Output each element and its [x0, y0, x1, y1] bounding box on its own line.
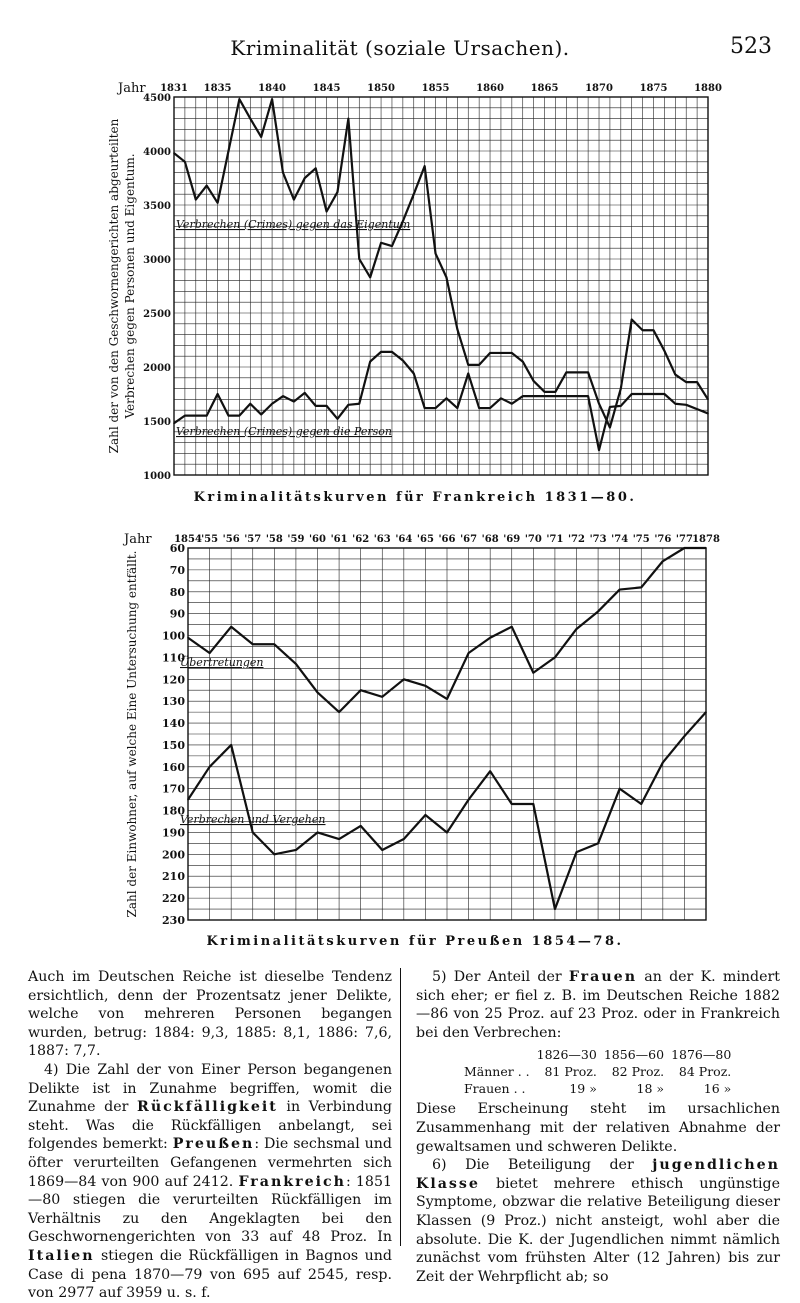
data-point	[609, 427, 611, 429]
emphasis-text: Frankreich	[238, 1173, 346, 1190]
text-run: Auch im Deutschen Reiche ist dieselbe Tendenz ersichtlich, denn der Prozentsatz jener Delikte, welche von mehreren Personen begangen wurden, betrug: 1884: 9,3, 1885: 8,1, 1886: 7,6, 1887: 7,7.	[28, 969, 392, 1060]
data-point	[609, 406, 611, 408]
data-point	[295, 849, 297, 851]
data-point	[230, 744, 232, 746]
year-axis-label: Jahr	[124, 532, 152, 547]
data-point	[576, 372, 578, 374]
x-tick-label: '66	[438, 534, 456, 545]
data-point	[209, 766, 211, 768]
x-tick-label: '70	[524, 534, 542, 545]
data-point	[576, 851, 578, 853]
column-divider	[400, 968, 401, 1246]
text-run: an der K. mindert sich eher; er fiel z. B. im Deutschen Reiche 1882—86 von 25 Proz. auf 23 Proz. oder in Frankreich bei den Verbrechen:	[416, 969, 780, 1041]
data-point	[293, 199, 295, 201]
x-tick-label: 1875	[639, 83, 668, 94]
x-tick-label: '77	[675, 534, 693, 545]
x-tick-label: 1850	[367, 83, 395, 94]
x-tick-label: 1880	[694, 83, 722, 94]
data-point	[195, 199, 197, 201]
data-point	[380, 351, 382, 353]
data-point	[489, 770, 491, 772]
data-point	[664, 393, 666, 395]
data-point	[295, 663, 297, 665]
x-tick-label: '76	[654, 534, 672, 545]
data-point	[696, 408, 698, 410]
paragraph-frauen	[416, 968, 780, 1042]
data-point	[271, 98, 273, 100]
x-tick-label: 1860	[476, 83, 504, 94]
y-tick-label: 220	[162, 892, 185, 906]
data-point	[230, 626, 232, 628]
data-point	[533, 395, 535, 397]
y-tick-label: 1000	[143, 471, 171, 482]
data-point	[675, 374, 677, 376]
data-point	[391, 351, 393, 353]
data-point	[554, 908, 556, 910]
data-point	[707, 413, 709, 415]
data-point	[260, 414, 262, 416]
y-tick-label: 4000	[143, 147, 171, 158]
data-point	[640, 587, 642, 589]
data-point	[478, 407, 480, 409]
data-point	[457, 328, 459, 330]
data-point	[338, 838, 340, 840]
data-point	[369, 277, 371, 279]
x-tick-label: 1831	[160, 83, 188, 94]
data-point	[457, 407, 459, 409]
table-cell: 16 »	[703, 1081, 732, 1097]
data-point	[413, 193, 415, 195]
data-point	[522, 361, 524, 363]
y-tick-label: 90	[169, 607, 185, 621]
series-label: Verbrechen (Crimes) gegen das Eigentum	[176, 218, 411, 231]
emphasis-text: Preußen	[172, 1136, 255, 1153]
data-point	[642, 329, 644, 331]
x-tick-label: '75	[632, 534, 650, 545]
data-point	[209, 652, 211, 654]
chart-caption: Kriminalitätskurven für Preußen 1854—78.	[206, 934, 624, 949]
data-point	[304, 392, 306, 394]
table-header-cell: 1856—60	[603, 1047, 665, 1063]
text-run: : Die sechsmal und öfter verurteilten Gefangenen vermehrten sich 1869—84 von 900 auf 2412.	[28, 1136, 392, 1190]
data-point	[271, 403, 273, 405]
series-label: Verbrechen und Vergehen	[180, 813, 326, 826]
data-point	[184, 161, 186, 163]
data-point	[620, 405, 622, 407]
year-axis-label: Jahr	[118, 81, 146, 96]
data-point	[348, 118, 350, 120]
y-axis-label: Zahl der von den Geschwornengerichten abgeurteilten	[107, 118, 121, 454]
data-point	[576, 395, 578, 397]
data-point	[381, 696, 383, 698]
table-row	[464, 1063, 738, 1080]
data-point	[653, 393, 655, 395]
data-point	[640, 803, 642, 805]
y-tick-label: 70	[169, 563, 185, 577]
data-point	[555, 395, 557, 397]
data-point	[173, 422, 175, 424]
data-point	[446, 277, 448, 279]
y-tick-label: 170	[162, 782, 185, 796]
data-point	[619, 788, 621, 790]
prussia-crime-chart	[0, 520, 800, 950]
data-point	[402, 360, 404, 362]
data-point	[391, 245, 393, 247]
table-cell: 19 »	[569, 1081, 597, 1097]
data-point	[358, 258, 360, 260]
y-tick-label: 4500	[143, 93, 171, 104]
data-point	[684, 547, 686, 549]
y-tick-label: 2500	[143, 309, 171, 320]
data-point	[620, 388, 622, 390]
text-run: : 1851—80 stiegen die verurteilten Rückfälligen im Verhältnis zu den Angeklagten bei den Geschwornengerichten von 33 auf 48 Proz. In	[28, 1173, 392, 1246]
data-point	[446, 698, 448, 700]
data-point	[511, 803, 513, 805]
data-point	[358, 403, 360, 405]
data-point	[381, 849, 383, 851]
data-point	[228, 150, 230, 152]
y-tick-label: 140	[162, 717, 185, 731]
x-tick-label: '62	[352, 534, 370, 545]
data-point	[360, 689, 362, 691]
data-point	[403, 838, 405, 840]
data-point	[435, 253, 437, 255]
data-point	[187, 799, 189, 801]
x-tick-label: '73	[589, 534, 607, 545]
grid	[188, 548, 706, 920]
x-tick-label: '58	[265, 534, 283, 545]
y-tick-label: 160	[162, 760, 185, 774]
x-tick-label: 1854	[174, 534, 202, 545]
paragraph-jugendliche	[416, 1156, 780, 1286]
x-tick-label: '71	[546, 534, 564, 545]
data-point	[478, 364, 480, 366]
series-line-0	[174, 99, 708, 427]
data-point	[642, 393, 644, 395]
x-tick-label: 1855	[421, 83, 450, 94]
y-tick-label: 60	[169, 542, 185, 555]
y-tick-label: 210	[162, 870, 185, 884]
data-point	[403, 678, 405, 680]
x-tick-label: '69	[503, 534, 521, 545]
text-run: 4) Die Zahl der von Einer Person begangenen Delikte ist in Zunahme begriffen, womit die Zunahme der	[28, 1061, 392, 1116]
data-point	[685, 381, 687, 383]
data-point	[468, 652, 470, 654]
x-tick-label: 1840	[258, 83, 287, 94]
data-point	[326, 211, 328, 213]
x-tick-label: '61	[330, 534, 348, 545]
y-tick-label: 190	[162, 826, 185, 840]
x-tick-label: 1870	[585, 83, 613, 94]
x-tick-label: 1865	[530, 83, 559, 94]
data-point	[511, 626, 513, 628]
data-point	[653, 329, 655, 331]
emphasis-text: jugendlichen Klasse	[416, 1157, 780, 1192]
x-tick-label: '72	[568, 534, 585, 545]
data-point	[317, 692, 319, 694]
x-tick-label: '67	[460, 534, 478, 545]
data-point	[260, 136, 262, 138]
data-point	[631, 319, 633, 321]
emphasis-text: Frauen	[568, 969, 638, 985]
plot-frame	[174, 97, 708, 475]
data-point	[598, 449, 600, 451]
x-tick-label: 1845	[312, 83, 341, 94]
women-share-table	[464, 1046, 738, 1097]
text-run: in Verbindung steht. Was die Rückfälligen anbelangt, sei folgendes bemerkt:	[28, 1099, 393, 1153]
data-point	[274, 854, 276, 856]
data-point	[696, 381, 698, 383]
data-point	[446, 398, 448, 400]
y-tick-label: 1500	[143, 417, 171, 428]
data-point	[239, 415, 241, 417]
data-point	[274, 643, 276, 645]
data-point	[435, 407, 437, 409]
data-point	[468, 799, 470, 801]
data-point	[664, 350, 666, 352]
data-point	[684, 735, 686, 737]
data-point	[533, 803, 535, 805]
data-point	[522, 395, 524, 397]
y-tick-label: 100	[162, 629, 185, 643]
data-point	[173, 152, 175, 154]
y-tick-label: 230	[162, 914, 185, 927]
text-run: bietet mehrere ethisch ungünstige Symptome, obzwar die relative Beteiligung dieser Klassen (9 Proz.) nicht ansteigt, wohl aber die absolute. Die K. der Jugendlichen nimmt nämlich zunächst vom frühsten Alter (12 Jahren) bis zur Zeit der Wehrpflicht ab; so	[416, 1175, 780, 1285]
text-run: 5) Der Anteil der	[432, 969, 569, 985]
x-tick-label: '59	[287, 534, 305, 545]
data-point	[544, 391, 546, 393]
x-tick-label: '55	[201, 534, 219, 545]
paragraph-erscheinung	[416, 1100, 780, 1156]
data-point	[705, 711, 707, 713]
data-point	[598, 403, 600, 405]
data-point	[282, 395, 284, 397]
data-point	[315, 405, 317, 407]
data-point	[424, 165, 426, 167]
x-tick-label: '63	[373, 534, 391, 545]
grid	[174, 97, 708, 475]
data-point	[685, 404, 687, 406]
data-point	[187, 637, 189, 639]
y-tick-label: 200	[162, 848, 185, 862]
data-point	[184, 415, 186, 417]
data-point	[467, 364, 469, 366]
data-point	[217, 202, 219, 204]
table-cell: Männer . .	[464, 1064, 530, 1080]
data-point	[619, 589, 621, 591]
data-point	[217, 393, 219, 395]
france-crime-chart	[0, 0, 800, 505]
x-tick-label: 1835	[203, 83, 232, 94]
data-point	[705, 547, 707, 549]
data-point	[337, 191, 339, 193]
running-title: Kriminalität (soziale Ursachen).	[230, 36, 570, 60]
data-point	[282, 172, 284, 174]
data-point	[597, 843, 599, 845]
data-point	[206, 185, 208, 187]
data-point	[326, 405, 328, 407]
table-header-cell	[464, 1046, 537, 1063]
data-point	[533, 672, 535, 674]
chart-caption: Kriminalitätskurven für Frankreich 1831—80.	[193, 490, 637, 505]
data-point	[662, 762, 664, 764]
data-point	[489, 407, 491, 409]
page-number: 523	[730, 34, 772, 59]
text-run: Diese Erscheinung steht im ursachlichen Zusammenhang mit der relativen Abnahme der gewaltsamen und schweren Delikte.	[416, 1101, 780, 1155]
data-point	[239, 98, 241, 100]
data-point	[631, 393, 633, 395]
data-point	[544, 395, 546, 397]
data-point	[425, 685, 427, 687]
table-header-row	[464, 1046, 738, 1063]
y-tick-label: 3500	[143, 201, 171, 212]
y-tick-label: 80	[169, 585, 185, 599]
x-tick-label: '68	[481, 534, 499, 545]
data-point	[662, 560, 664, 562]
table-header-cell: 1826—30	[536, 1047, 597, 1063]
x-tick-label: 1878	[692, 534, 720, 545]
x-tick-label: '57	[244, 534, 262, 545]
paragraph-deutsches-reich	[28, 968, 392, 1061]
y-tick-label: 130	[162, 695, 185, 709]
data-point	[317, 832, 319, 834]
data-point	[511, 403, 513, 405]
data-point	[337, 418, 339, 420]
data-point	[195, 415, 197, 417]
data-point	[369, 361, 371, 363]
data-point	[500, 352, 502, 354]
y-axis-label: Zahl der Einwohner, auf welche Eine Untersuchung entfällt.	[125, 550, 139, 918]
table-row	[464, 1080, 738, 1097]
y-tick-label: 3000	[143, 255, 171, 266]
data-point	[424, 407, 426, 409]
data-point	[338, 711, 340, 713]
paragraph-rueckfaelligkeit	[28, 1061, 392, 1303]
table-cell: 18 »	[636, 1081, 665, 1097]
table-cell: Frauen . .	[464, 1081, 526, 1097]
data-point	[413, 373, 415, 375]
text-run: 6) Die Beteiligung der	[432, 1157, 653, 1174]
data-point	[533, 380, 535, 382]
x-tick-label: '74	[611, 534, 629, 545]
data-point	[576, 628, 578, 630]
data-point	[249, 403, 251, 405]
y-tick-label: 2000	[143, 363, 171, 374]
data-point	[348, 404, 350, 406]
data-point	[555, 391, 557, 393]
data-point	[707, 399, 709, 401]
data-point	[380, 242, 382, 244]
data-point	[597, 611, 599, 613]
data-point	[249, 118, 251, 120]
right-column	[416, 968, 780, 1286]
data-point	[566, 372, 568, 374]
table-header-cell: 1876—80	[671, 1047, 732, 1063]
table-cell: 84 Proz.	[678, 1064, 732, 1080]
emphasis-text: Italien	[28, 1247, 95, 1264]
data-point	[252, 643, 254, 645]
left-column	[28, 968, 392, 1303]
x-tick-label: '56	[222, 534, 240, 545]
y-tick-label: 150	[162, 738, 185, 752]
data-point	[467, 373, 469, 375]
data-point	[293, 401, 295, 403]
data-point	[489, 352, 491, 354]
y-axis-label: Verbrechen gegen Personen und Eigentum.	[123, 153, 137, 419]
x-tick-label: '60	[309, 534, 326, 545]
data-point	[675, 403, 677, 405]
data-point	[587, 395, 589, 397]
data-point	[566, 395, 568, 397]
y-tick-label: 120	[162, 673, 185, 687]
y-tick-label: 110	[162, 651, 185, 665]
data-point	[554, 657, 556, 659]
series-label: Verbrechen (Crimes) gegen die Person	[176, 425, 392, 438]
data-point	[425, 814, 427, 816]
y-tick-label: 180	[162, 804, 185, 818]
data-point	[489, 637, 491, 639]
data-point	[206, 415, 208, 417]
data-point	[228, 415, 230, 417]
text-run: stiegen die Rückfälligen in Bagnos und Case di pena 1870—79 von 695 auf 2545, resp. von 2977 auf 3959 u. s. f.	[28, 1247, 392, 1302]
data-point	[315, 167, 317, 169]
emphasis-text: Rückfälligkeit	[137, 1099, 278, 1116]
data-point	[446, 832, 448, 834]
data-point	[304, 177, 306, 179]
data-point	[360, 825, 362, 827]
data-point	[252, 832, 254, 834]
series-label: Übertretungen	[180, 656, 264, 669]
table-cell: 82 Proz.	[611, 1064, 665, 1080]
data-point	[511, 352, 513, 354]
data-point	[587, 372, 589, 374]
x-tick-label: '65	[416, 534, 434, 545]
x-tick-label: '64	[395, 534, 413, 545]
data-point	[500, 398, 502, 400]
table-cell: 81 Proz.	[544, 1064, 597, 1080]
